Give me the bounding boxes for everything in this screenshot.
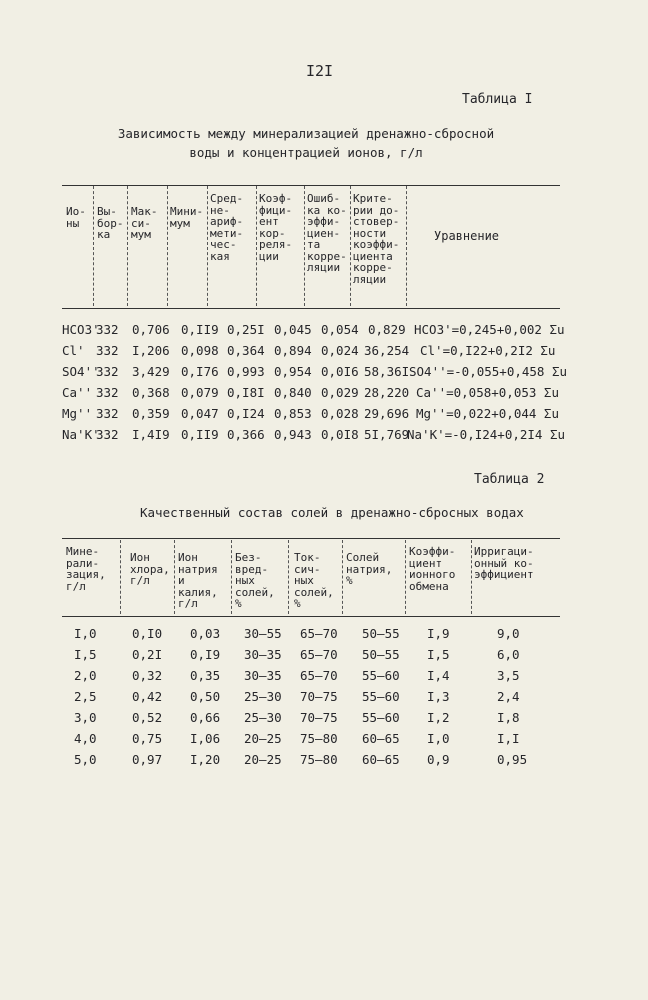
page-number: I2I: [306, 62, 334, 80]
table2-col-divider: [471, 540, 472, 614]
table2-header-toxic: Ток- сич- ных солей, %: [294, 551, 334, 610]
table2-header-exchange: Коэффи- циент ионного обмена: [409, 545, 456, 593]
table2-header-sodium: Ион натрия и калия, г/л: [178, 551, 218, 610]
table1-header-rule: [62, 308, 560, 309]
table1-col-divider: [207, 186, 208, 306]
table1-col-divider: [256, 186, 257, 306]
table1-col-divider: [127, 186, 128, 306]
table1-title-line2: воды и концентрацией ионов, г/л: [189, 145, 423, 160]
table1-top-rule: [62, 185, 560, 186]
table1-header-criteria: Крите- рии до- стовер- ности коэффи- циента корре- ляции: [353, 192, 400, 286]
table2-header-mineralization: Мине- рали- зация, г/л: [66, 545, 106, 593]
table2-col-divider: [288, 540, 289, 614]
table1-header-mean: Сред- не- ариф- мети- чес- кая: [210, 192, 244, 263]
table2-label: Таблица 2: [474, 472, 545, 487]
table2-header-rule: [62, 616, 560, 617]
table1-title-line1: Зависимость между минерализацией дренажно-сбросной: [117, 126, 495, 141]
table1-title: [96, 124, 516, 162]
table1-header-ion: Ио- ны: [66, 205, 86, 230]
table1-col-divider: [167, 186, 168, 306]
table1-label: Таблица I: [462, 92, 533, 107]
document-page: I2I Таблица I Зависимость между минерализацией дренажно-сбросной воды и концентрацией ионов, г/л Ио- ны Вы- бор- ка Мак- си- мум Мини- мум Сред- не- ариф- мети- чес- кая Коэф- фици- ент кор- реля- ции Ошиб- ка ко- эффи- циен- та корре- ляции Крите- рии до- стовер- ности коэффи- циента корре- ляции Уравнение HCO3' 332 0,706 0,II9 0,25I 0,045 0,054 0,829 HCO3'=0,245+0,002 Σu Cl' 332 I,206 0,098 0,364 0,894 0,024 36,254 Cl'=0,I22+0,2I2 Σu SO4'' 332 3,429 0,I76 0,993 0,954 0,0I6 58,36I SO4''=-0,055+0,458 Σu Ca'' 332 0,368 0,079 0,I8I 0,840 0,029 28,220 Ca''=0,058+0,053 Σu Mg'' 332 0,359 0,047 0,I24 0,853 0,028 29,696 Mg''=0,022+0,044 Σu Na'K' 332 I,4I9 0,II9 0,366 0,943 0,0I8 5I,769 Na'K'=-0,I24+0,2I4 Σu Таблица 2 Качественный состав солей в дренажно-сбросных водах Мине- рали- зация, г/л Ион хлора, г/л Ион натрия и калия, г/л Без- вред- ных солей, % Ток- сич- ных солей, % Солей натрия, % Коэффи- циент ионного обмена Ирригаци- онный ко- эффициент I,0 0,I0 0,03 30–55 65–70 50–55 I,9 9,0 I,5 0,2I 0,I9 30–35 65–70 50–55 I,5 6,0 2,0 0,32 0,35 30–35 65–70 55–60 I,4 3,5 2,5 0,42 0,50 25–30 70–75 55–60 I,3 2,4 3,0 0,52 0,66 25–30 70–75 55–60 I,2 I,8 4,0 0,75 I,06 20–25 75–80 60–65 I,0 I,I 5,0 0,97 I,20 20–25 75–80 60–65 0,9 0,95: [62, 62, 568, 767]
table2-col-divider: [231, 540, 232, 614]
table2-header-chloride: Ион хлора, г/л: [130, 551, 170, 587]
table2-col-divider: [342, 540, 343, 614]
table1-header-max: Мак- си- мум: [131, 205, 158, 241]
table2-col-divider: [174, 540, 175, 614]
table1-header-equation: Уравнение: [434, 229, 500, 243]
table1-col-divider: [304, 186, 305, 306]
table2-header-sodium-salts: Солей натрия, %: [346, 551, 393, 587]
table2-col-divider: [405, 540, 406, 614]
table2-title: Качественный состав солей в дренажно-сбросных водах: [140, 505, 524, 520]
table2-header-irrigation: Ирригаци- онный ко- эффициент: [474, 545, 534, 581]
table1-header-min: Мини- мум: [170, 205, 204, 230]
table1-col-divider: [406, 186, 407, 306]
table1-col-divider: [350, 186, 351, 306]
table1-header-sample: Вы- бор- ка: [97, 205, 124, 241]
table2-top-rule: [62, 538, 560, 539]
table2-header-harmless: Без- вред- ных солей, %: [235, 551, 275, 610]
table1-header-corr: Коэф- фици- ент кор- реля- ции: [259, 192, 293, 263]
table1-col-divider: [93, 186, 94, 306]
table1-header-error: Ошиб- ка ко- эффи- циен- та корре- ляции: [307, 192, 347, 274]
table2-col-divider: [120, 540, 121, 614]
